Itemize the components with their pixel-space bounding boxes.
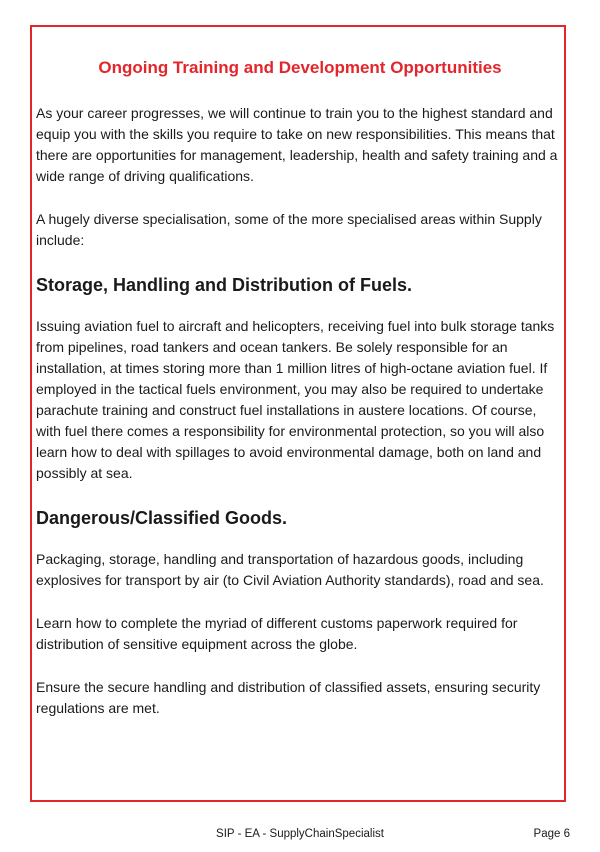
dangerous-goods-paragraph: Packaging, storage, handling and transportation of hazardous goods, including explosives for transport by air (to Civil Aviation Authority standards), road and sea.: [36, 551, 544, 588]
page-footer: [0, 826, 600, 842]
intro-paragraph: A hugely diverse specialisation, some of the more specialised areas within Supply include:: [36, 211, 542, 248]
section-heading-fuels: Storage, Handling and Distribution of Fuels.: [36, 275, 413, 295]
footer-page-number: Page 6: [533, 828, 570, 840]
intro-paragraph: As your career progresses, we will continue to train you to the highest standard and equip you with the skills you require to take on new responsibilities. This means that there are opportunities for management, leadership, health and safety training and a wide range of driving qualifications.: [36, 105, 558, 184]
fuels-paragraph: Issuing aviation fuel to aircraft and helicopters, receiving fuel into bulk storage tanks from pipelines, road tankers and ocean tankers. Be solely responsible for an installation, at times storing more than 1 million litres of high-octane aviation fuel. If employed in the tactical fuels environment, you may also be required to undertake parachute training and construct fuel installations in austere locations. Of course, with fuel there comes a responsibility for environmental protection, so you will also learn how to deal with spillages to avoid environmental damage, both on land and possibly at sea.: [36, 318, 555, 481]
section-heading-dangerous-goods: Dangerous/Classified Goods.: [36, 508, 288, 528]
page-content: [36, 56, 564, 741]
dangerous-goods-paragraph: Learn how to complete the myriad of different customs paperwork required for distribution of sensitive equipment across the globe.: [36, 615, 518, 652]
footer-document-label: SIP - EA - SupplyChainSpecialist: [216, 828, 384, 840]
page-title: Ongoing Training and Development Opportunities: [98, 58, 502, 77]
dangerous-goods-paragraph: Ensure the secure handling and distribution of classified assets, ensuring security regulations are met.: [36, 679, 541, 716]
